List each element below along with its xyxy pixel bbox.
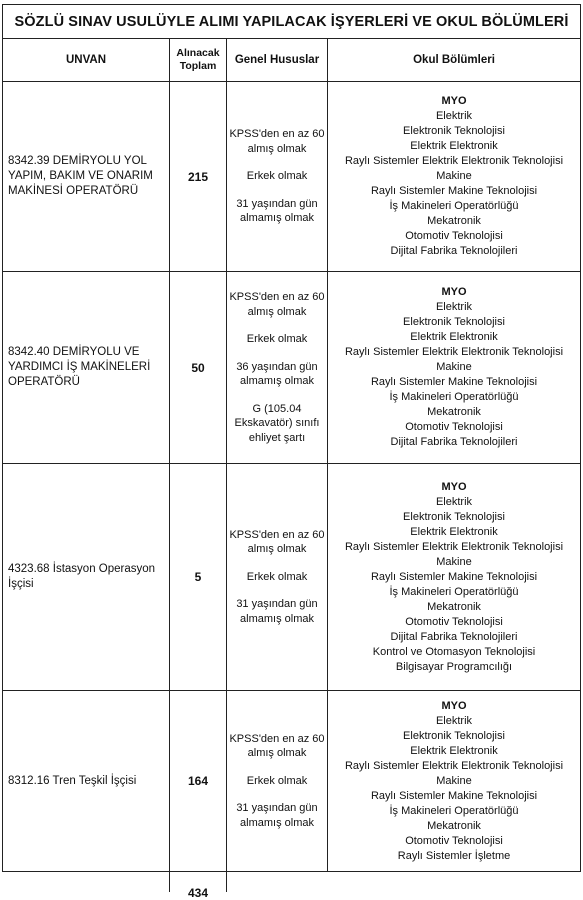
okul-bolum-item: Mekatronik (427, 819, 481, 832)
total-value: 434 (187, 886, 209, 900)
okul-bolum-item: Elektrik Elektronik (410, 525, 498, 538)
row-okul-bolumleri (328, 464, 581, 691)
row-genel-hususlar (227, 691, 328, 872)
header-okul-bolumleri: Okul Bölümleri (328, 39, 581, 82)
okul-bolum-item: Raylı Sistemler Makine Teknolojisi (370, 185, 538, 197)
total-cell (170, 872, 227, 900)
okul-bolum-item: Elektrik (435, 301, 473, 313)
okul-heading-myo: MYO (441, 480, 467, 493)
okul-bolum-item: İş Makineleri Operatörlüğü (389, 585, 519, 598)
okul-heading-myo: MYO (441, 95, 467, 107)
okul-bolum-item: Makine (436, 170, 472, 182)
document-page (2, 4, 580, 900)
okul-bolum-item: Otomotiv Teknolojisi (405, 615, 503, 628)
header-toplam-line2: Toplam (179, 60, 217, 72)
okul-bolum-item: Otomotiv Teknolojisi (405, 834, 503, 847)
okul-bolum-item: Mekatronik (427, 215, 481, 227)
okul-bolum-item: Raylı Sistemler Makine Teknolojisi (370, 789, 538, 802)
genel-husus-item: G (105.04 Ekskavatör) sınıfı ehliyet şartı (234, 402, 320, 444)
row-unvan: 8342.39 DEMİRYOLU YOL YAPIM, BAKIM VE ONARIM MAKİNESİ OPERATÖRÜ (3, 82, 170, 272)
row-unvan: 8312.16 Tren Teşkil İşçisi (3, 691, 170, 872)
genel-husus-item: Erkek olmak (246, 333, 308, 345)
genel-husus-item: 36 yaşından gün almamış olmak (236, 360, 318, 387)
table-title: SÖZLÜ SINAV USULÜYLE ALIMI YAPILACAK İŞYERLERİ VE OKUL BÖLÜMLERİ (3, 5, 581, 39)
okul-bolum-item: Elektronik Teknolojisi (403, 316, 505, 328)
okul-bolum-item: Elektrik (435, 495, 473, 508)
okul-heading-myo: MYO (441, 699, 467, 712)
okul-bolum-item: Kontrol ve Otomasyon Teknolojisi (372, 645, 536, 658)
genel-husus-item: KPSS'den en az 60 almış olmak (229, 732, 325, 760)
table-row (3, 464, 581, 691)
okul-bolum-item: Makine (436, 774, 472, 787)
genel-husus-item: Erkek olmak (246, 570, 308, 583)
row-toplam: 5 (170, 464, 227, 691)
row-toplam: 164 (170, 691, 227, 872)
okul-bolum-item: Raylı Sistemler Elektrik Elektronik Teknolojisi (344, 346, 564, 358)
positions-table (2, 4, 581, 900)
okul-bolum-item: Mekatronik (427, 600, 481, 613)
okul-bolum-item: Raylı Sistemler Makine Teknolojisi (370, 376, 538, 388)
okul-bolum-item: Elektronik Teknolojisi (403, 729, 505, 742)
okul-bolum-item: Dijital Fabrika Teknolojileri (390, 630, 518, 643)
okul-bolum-item: Elektrik (435, 110, 473, 122)
okul-bolum-item: Makine (436, 361, 472, 373)
okul-bolum-item: Raylı Sistemler Makine Teknolojisi (370, 570, 538, 583)
genel-husus-item: KPSS'den en az 60 almış olmak (229, 291, 325, 318)
genel-husus-item: Erkek olmak (246, 774, 308, 787)
row-okul-bolumleri (328, 82, 581, 272)
okul-bolum-item: Otomotiv Teknolojisi (405, 230, 503, 242)
okul-bolum-item: Raylı Sistemler Elektrik Elektronik Teknolojisi (344, 155, 564, 167)
okul-bolum-item: Raylı Sistemler Elektrik Elektronik Teknolojisi (344, 759, 564, 772)
okul-bolum-item: Elektronik Teknolojisi (403, 510, 505, 523)
okul-bolum-item: Elektrik Elektronik (410, 744, 498, 757)
row-genel-hususlar (227, 464, 328, 691)
row-unvan: 8342.40 DEMİRYOLU VE YARDIMCI İŞ MAKİNELERİ OPERATÖRÜ (3, 272, 170, 464)
okul-bolum-item: İş Makineleri Operatörlüğü (389, 391, 519, 403)
okul-bolum-item: İş Makineleri Operatörlüğü (389, 200, 519, 212)
okul-bolum-item: Mekatronik (427, 406, 481, 418)
row-genel-hususlar (227, 272, 328, 464)
table-row (3, 691, 581, 872)
genel-husus-item: KPSS'den en az 60 almış olmak (229, 528, 325, 556)
header-unvan: UNVAN (3, 39, 170, 82)
row-okul-bolumleri (328, 272, 581, 464)
okul-bolum-item: Elektrik (435, 714, 473, 727)
header-toplam (170, 39, 227, 82)
row-toplam: 215 (170, 82, 227, 272)
okul-bolum-item: Otomotiv Teknolojisi (405, 421, 503, 433)
okul-bolum-item: Elektrik Elektronik (410, 140, 498, 152)
okul-bolum-item: Raylı Sistemler İşletme (397, 849, 511, 862)
genel-husus-item: KPSS'den en az 60 almış olmak (229, 128, 325, 155)
header-toplam-line1: Alınacak (176, 47, 220, 59)
row-okul-bolumleri (328, 691, 581, 872)
genel-husus-item: Erkek olmak (246, 170, 308, 183)
okul-bolum-item: Makine (436, 555, 472, 568)
okul-heading-myo: MYO (441, 286, 467, 298)
row-genel-hususlar (227, 82, 328, 272)
okul-bolum-item: İş Makineleri Operatörlüğü (389, 804, 519, 817)
okul-bolum-item: Elektronik Teknolojisi (403, 125, 505, 137)
genel-husus-item: 31 yaşından gün almamış olmak (236, 197, 318, 225)
okul-bolum-item: Bilgisayar Programcılığı (395, 660, 513, 673)
genel-husus-item: 31 yaşından gün almamış olmak (236, 598, 318, 625)
table-row (3, 82, 581, 272)
okul-bolum-item: Dijital Fabrika Teknolojileri (390, 245, 518, 257)
okul-bolum-item: Elektrik Elektronik (410, 331, 498, 343)
header-genel-hususlar: Genel Hususlar (227, 39, 328, 82)
row-toplam: 50 (170, 272, 227, 464)
okul-bolum-item: Raylı Sistemler Elektrik Elektronik Teknolojisi (344, 540, 564, 553)
table-row (3, 272, 581, 464)
genel-husus-item: 31 yaşından gün almamış olmak (236, 802, 318, 829)
okul-bolum-item: Dijital Fabrika Teknolojileri (390, 436, 518, 448)
row-unvan: 4323.68 İstasyon Operasyon İşçisi (3, 464, 170, 691)
